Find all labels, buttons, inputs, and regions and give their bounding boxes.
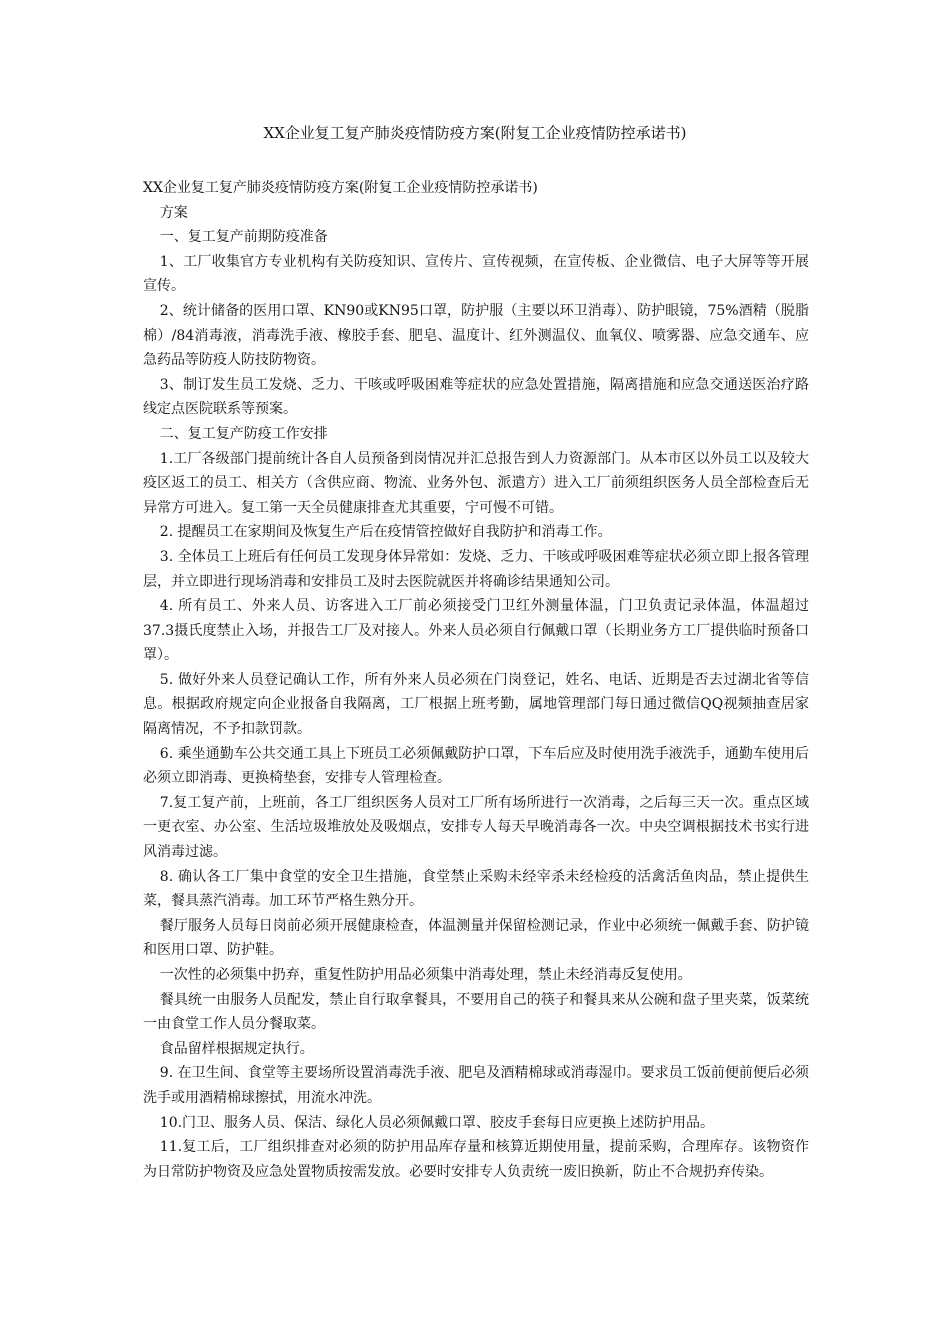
paragraph: 4. 所有员工、外来人员、访客进入工厂前必须接受门卫红外测量体温，门卫负责记录体温，体温超过37.3摄氏度禁止入场，并报告工厂及对接人。外来人员必须自行佩戴口罩（长期业务方工厂提供临时预备口罩）。 <box>143 598 809 664</box>
paragraph: 6. 乘坐通勤车公共交通工具上下班员工必须佩戴防护口罩，下车后应及时使用洗手液洗手，通勤车使用后必须立即消毒、更换椅垫套，安排专人管理检查。 <box>143 745 809 787</box>
paragraph: 1.工厂各级部门提前统计各自人员预备到岗情况并汇总报告到人力资源部门。从本市区以外员工以及较大疫区返工的员工、相关方（含供应商、物流、业务外包、派遣方）进入工厂前须组织医务人员全部检查后无异常方可进入。复工第一天全员健康排查尤其重要，宁可慢不可错。 <box>143 450 809 516</box>
document-body <box>143 176 809 1184</box>
paragraph: 一次性的必须集中扔弃，重复性防护用品必须集中消毒处理，禁止未经消毒反复使用。 <box>159 967 692 983</box>
paragraph: 食品留样根据规定执行。 <box>159 1040 314 1057</box>
paragraph: 10.门卫、服务人员、保洁、绿化人员必须佩戴口罩、胶皮手套每日应更换上述防护用品。 <box>159 1114 715 1131</box>
paragraph: 2、统计储备的医用口罩、KN90或KN95口罩，防护服（主要以环卫消毒）、防护眼镜，75%酒精（脱脂棉）/84消毒液，消毒洗手液、橡胶手套、肥皂、温度计、红外测温仪、血氧仪、喷雾器、应急交通车、应急药品等防疫人防技防物资。 <box>143 302 809 369</box>
page-title: XX企业复工复产肺炎疫情防疫方案(附复工企业疫情防控承诺书) <box>263 124 687 142</box>
paragraph: 一、复工复产前期防疫准备 <box>159 229 328 246</box>
paragraph: 9. 在卫生间、食堂等主要场所设置消毒洗手液、肥皂及酒精棉球或消毒湿巾。要求员工饭前便前便后必须洗手或用酒精棉球擦拭，用流水冲洗。 <box>143 1065 809 1106</box>
paragraph: 1、工厂收集官方专业机构有关防疫知识、宣传片、宣传视频，在宣传板、企业微信、电子大屏等等开展宣传。 <box>143 253 809 295</box>
paragraph: 11.复工后，工厂组织排查对必须的防护用品库存量和核算近期使用量，提前采购，合理库存。该物资作为日常防护物资及应急处置物质按需发放。必要时安排专人负责统一废旧换新，防止不合规扔弃传染。 <box>143 1139 809 1180</box>
paragraph: 方案 <box>159 204 188 221</box>
paragraph: XX企业复工复产肺炎疫情防疫方案(附复工企业疫情防控承诺书) <box>143 180 538 196</box>
paragraph: 二、复工复产防疫工作安排 <box>159 425 328 442</box>
paragraph: 3. 全体员工上班后有任何员工发现身体异常如：发烧、乏力、干咳或呼吸困难等症状必须立即上报各管理层，并立即进行现场消毒和安排员工及时去医院就医并将确诊结果通知公司。 <box>143 548 809 590</box>
paragraph: 餐具统一由服务人员配发，禁止自行取拿餐具，不要用自己的筷子和餐具来从公碗和盘子里夹菜，饭菜统一由食堂工作人员分餐取菜。 <box>143 991 809 1033</box>
paragraph: 2. 提醒员工在家期间及恢复生产后在疫情管控做好自我防护和消毒工作。 <box>159 524 612 541</box>
paragraph: 8. 确认各工厂集中食堂的安全卫生措施，食堂禁止采购未经宰杀未经检疫的活禽活鱼肉品，禁止提供生菜，餐具蒸汽消毒。加工环节严格生熟分开。 <box>143 868 809 910</box>
paragraph: 7.复工复产前，上班前，各工厂组织医务人员对工厂所有场所进行一次消毒，之后每三天一次。重点区域一更衣室、办公室、生活垃圾堆放处及吸烟点，安排专人每天早晚消毒各一次。中央空调根据技术书实行进风消毒过滤。 <box>143 794 809 861</box>
paragraph: 5. 做好外来人员登记确认工作，所有外来人员必须在门岗登记，姓名、电话、近期是否去过湖北省等信息。根据政府规定向企业报备自我隔离，工厂根据上班考勤，属地管理部门每日通过微信QQ视频抽查居家隔离情况，不予扣款罚款。 <box>143 671 809 738</box>
paragraph: 餐厅服务人员每日岗前必须开展健康检查，体温测量并保留检测记录，作业中必须统一佩戴手套、防护镜和医用口罩、防护鞋。 <box>143 917 809 959</box>
paragraph: 3、制订发生员工发烧、乏力、干咳或呼吸困难等症状的应急处置措施，隔离措施和应急交通送医治疗路线定点医院联系等预案。 <box>143 376 809 418</box>
